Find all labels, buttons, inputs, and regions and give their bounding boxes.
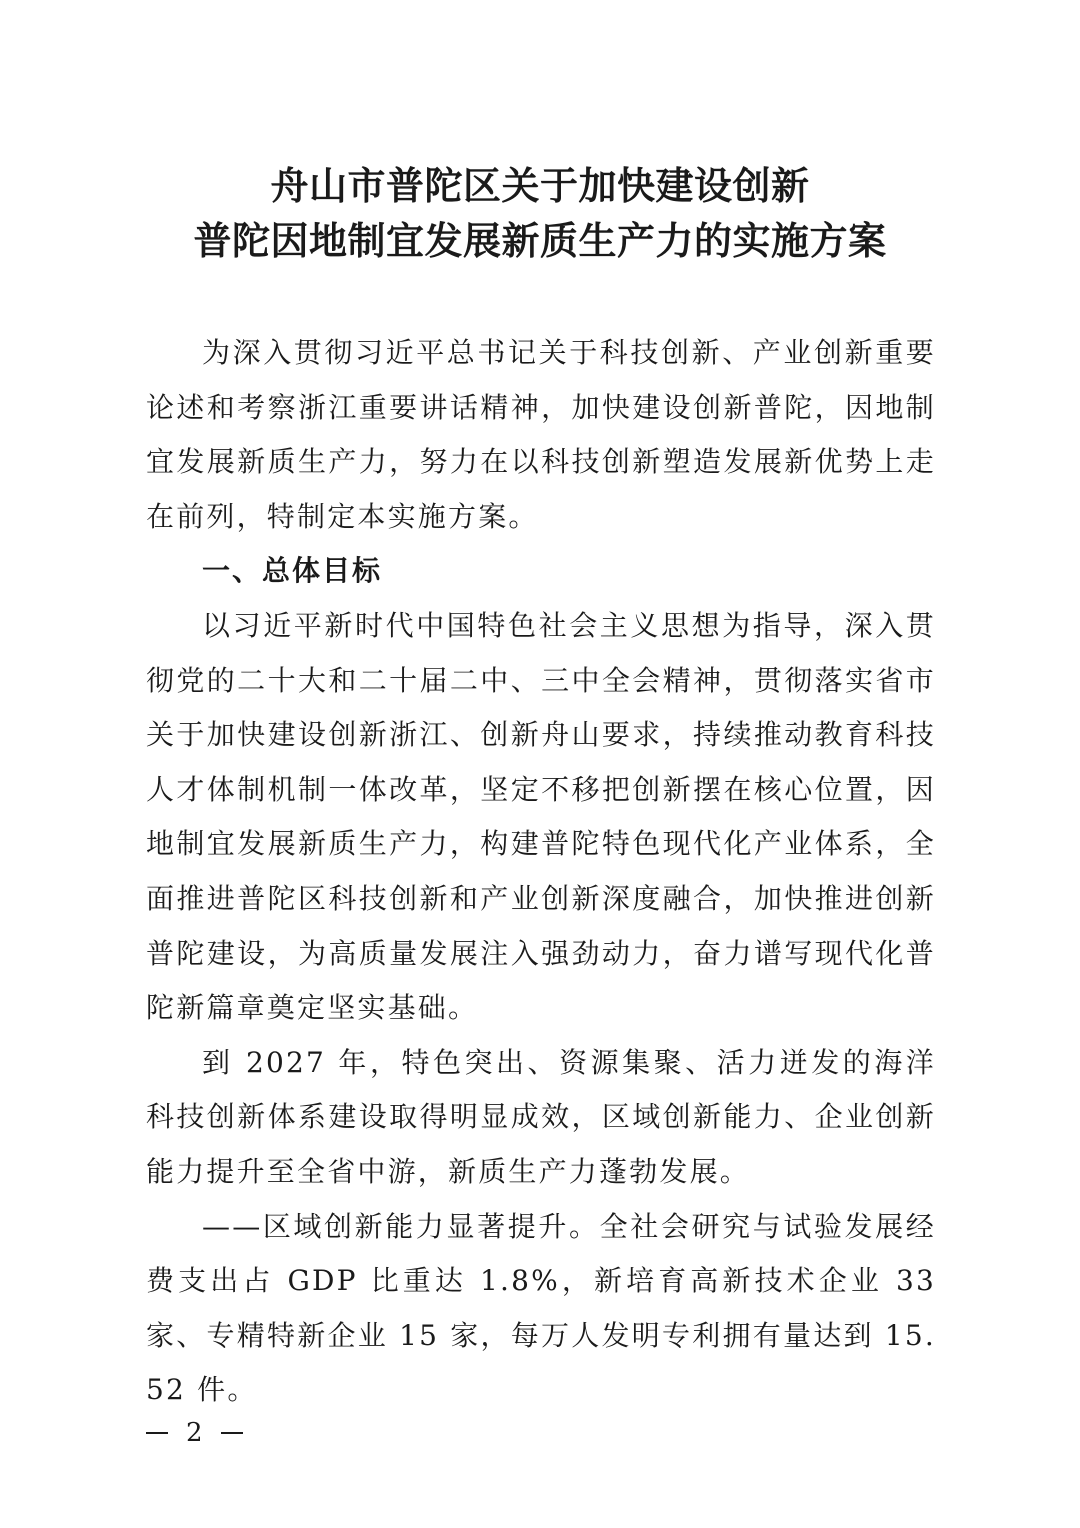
intro-paragraph: 为深入贯彻习近平总书记关于科技创新、产业创新重要论述和考察浙江重要讲话精神，加快建设创新普陀，因地制宜发展新质生产力，努力在以科技创新塑造发展新优势上走在前列，特制定本实施方案。 (146, 336, 936, 533)
footer-dash-left (146, 1432, 168, 1434)
page-footer (146, 1418, 243, 1448)
document-body (146, 326, 936, 1418)
section-heading: 一、总体目标 (202, 554, 383, 588)
target-2027-paragraph: 到 2027 年，特色突出、资源集聚、活力迸发的海洋科技创新体系建设取得明显成效，区域创新能力、企业创新能力提升至全省中游，新质生产力蓬勃发展。 (146, 1045, 936, 1188)
document-title-line2: 普陀因地制宜发展新质生产力的实施方案 (193, 218, 887, 263)
regional-innovation-paragraph: ——区域创新能力显著提升。全社会研究与试验发展经费支出占 GDP 比重达 1.8%，新培育高新技术企业 33 家、专精特新企业 15 家，每万人发明专利拥有量达到 15.52 件。 (146, 1209, 936, 1407)
page-number: 2 (186, 1418, 203, 1448)
footer-dash-right (221, 1432, 243, 1434)
document-title-line1: 舟山市普陀区关于加快建设创新 (270, 163, 810, 208)
guideline-paragraph: 以习近平新时代中国特色社会主义思想为指导，深入贯彻党的二十大和二十届二中、三中全会精神，贯彻落实省市关于加快建设创新浙江、创新舟山要求，持续推动教育科技人才体制机制一体改革，坚定不移把创新摆在核心位置，因地制宜发展新质生产力，构建普陀特色现代化产业体系，全面推进普陀区科技创新和产业创新深度融合，加快推进创新普陀建设，为高质量发展注入强劲动力，奋力谱写现代化普陀新篇章奠定坚实基础。 (146, 608, 936, 1025)
